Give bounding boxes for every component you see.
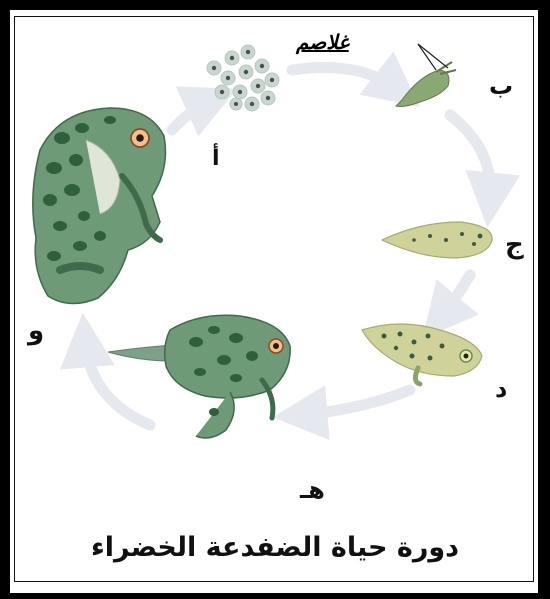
arrow-eggs-to-hatchling — [292, 68, 398, 91]
tadpole — [382, 222, 492, 258]
adult-frog — [33, 108, 166, 304]
arrow-hatchling-to-tadpole — [450, 115, 491, 200]
stage-label-a: أ — [212, 146, 220, 171]
stage-label-e: هـ — [300, 476, 325, 504]
diagram-title: دورة حياة الضفدعة الخضراء — [90, 532, 460, 563]
frog-eggs — [207, 45, 279, 111]
tadpole-with-legs — [362, 324, 482, 384]
stage-label-b: ب — [489, 72, 514, 100]
hatchling-tadpole — [396, 44, 456, 107]
arrow-tadpole-to-legged — [440, 275, 470, 318]
arrow-adult-to-eggs — [172, 100, 212, 130]
stage-label-f: و — [28, 316, 45, 346]
gills-annotation: غلاصم — [296, 30, 349, 54]
arrow-legged-to-froglet — [300, 390, 410, 415]
stage-label-c: ج — [505, 230, 524, 260]
stage-label-d: د — [495, 375, 508, 403]
